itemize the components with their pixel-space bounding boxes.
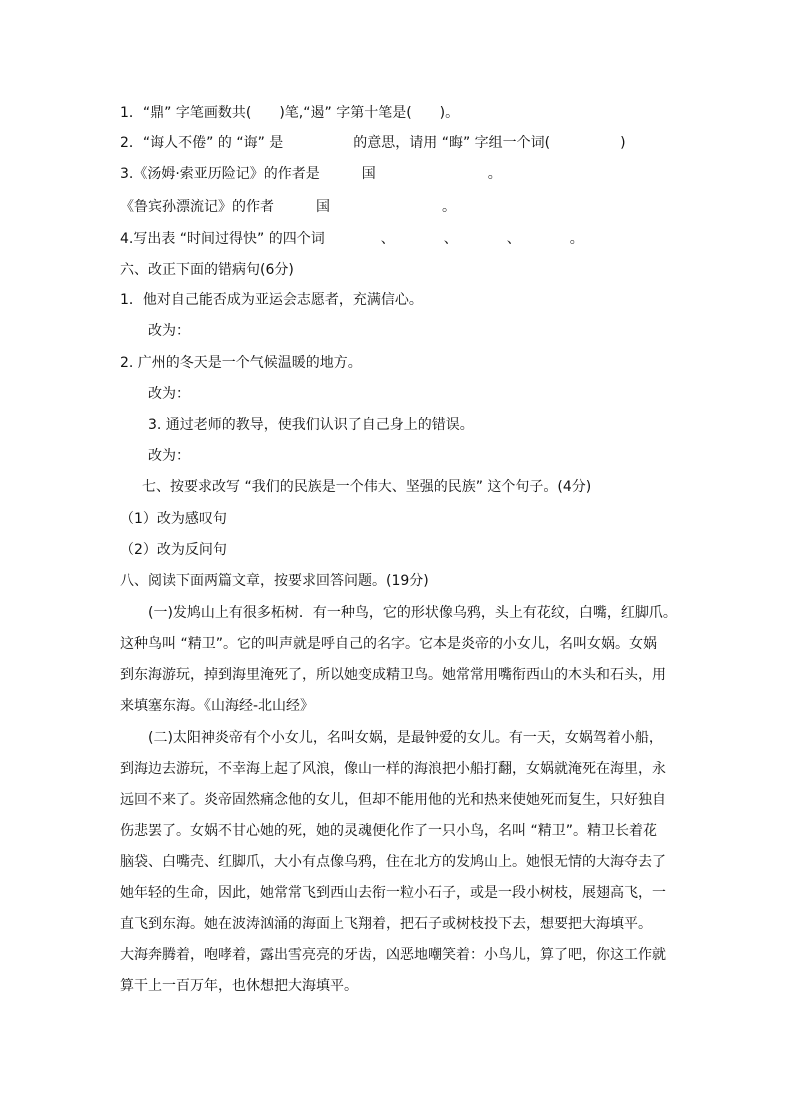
rewrite-label-2: 改为： — [148, 386, 190, 402]
question-4-words: 4.写出表 “时间过得快” 的四个词 、 、 、 。 — [120, 231, 584, 247]
question-2-meaning: 2．“诲人不倦” 的 “诲” 是 的意思，请用 “晦” 字组一个词( ) — [120, 135, 626, 151]
passage-1-line-2: 这种鸟叫 “精卫”。它的叫声就是呼自己的名字。它本是炎帝的小女儿，名叫女娲。女娲 — [120, 636, 657, 652]
passage-2-line-4: 伤悲罢了。女娲不甘心她的死，她的灵魂便化作了一只小鸟，名叫 “精卫”。精卫长着花 — [120, 823, 657, 839]
section-6-heading: 六、改正下面的错病句(6分) — [120, 262, 294, 278]
passage-1-line-1: (一)发鸠山上有很多柘树．有一种鸟，它的形状像乌鸦，头上有花纹，白嘴，红脚爪。 — [148, 605, 677, 621]
passage-2-line-8: 大海奔腾着，咆哮着，露出雪亮亮的牙齿，凶恶地嘲笑着：小鸟儿，算了吧，你这工作就 — [120, 947, 666, 963]
task-rhetorical-question: （2）改为反问句 — [120, 542, 227, 558]
task-exclamation: （1）改为感叹句 — [120, 511, 227, 527]
rewrite-label-3: 改为： — [148, 448, 190, 464]
passage-2-line-9: 算干上一百万年，也休想把大海填平。 — [120, 978, 358, 994]
passage-1-line-4: 来填塞东海。《山海经-北山经》 — [120, 698, 315, 714]
passage-2-line-5: 脑袋、白嘴壳、红脚爪，大小有点像乌鸦，住在北方的发鸠山上。她恨无情的大海夺去了 — [120, 854, 666, 870]
rewrite-label-1: 改为： — [148, 323, 190, 339]
passage-2-line-7: 直飞到东海。她在波涛汹涌的海面上飞翔着，把石子或树枝投下去，想要把大海填平。 — [120, 916, 652, 932]
passage-1-line-3: 到东海游玩，掉到海里淹死了，所以她变成精卫鸟。她常常用嘴衔西山的木头和石头，用 — [120, 667, 666, 683]
section-7-heading: 七、按要求改写 “我们的民族是一个伟大、坚强的民族” 这个句子。(4分) — [142, 479, 592, 495]
passage-2-line-3: 远回不来了。炎帝固然痛念他的女儿，但却不能用他的光和热来使她死而复生，只好独自 — [120, 792, 666, 808]
question-1-strokes: 1．“鼎” 字笔画数共( )笔,“遏” 字第十笔是( )。 — [120, 105, 460, 121]
passage-2-line-2: 到海边去游玩，不幸海上起了风浪，像山一样的海浪把小船打翻，女娲就淹死在海里，永 — [120, 761, 666, 777]
passage-2-line-6: 她年轻的生命，因此，她常常飞到西山去衔一粒小石子，或是一段小树枝，展翅高飞，一 — [120, 885, 666, 901]
section-8-heading: 八、阅读下面两篇文章，按要求回答问题。(19分) — [120, 573, 429, 589]
question-3-author-robinson: 《鲁宾孙漂流记》的作者 国 。 — [120, 199, 456, 215]
sentence-1: 1．他对自己能否成为亚运会志愿者，充满信心。 — [120, 292, 423, 308]
sentence-2: 2. 广州的冬天是一个气候温暖的地方。 — [120, 355, 362, 371]
passage-2-line-1: (二)太阳神炎帝有个小女儿，名叫女娲，是最钟爱的女儿。有一天，女娲驾着小船， — [148, 730, 663, 746]
sentence-3: 3. 通过老师的教导，使我们认识了自己身上的错误。 — [148, 417, 474, 433]
question-3-author-tom-sawyer: 3.《汤姆·索亚历险记》的作者是 国 。 — [120, 166, 502, 182]
